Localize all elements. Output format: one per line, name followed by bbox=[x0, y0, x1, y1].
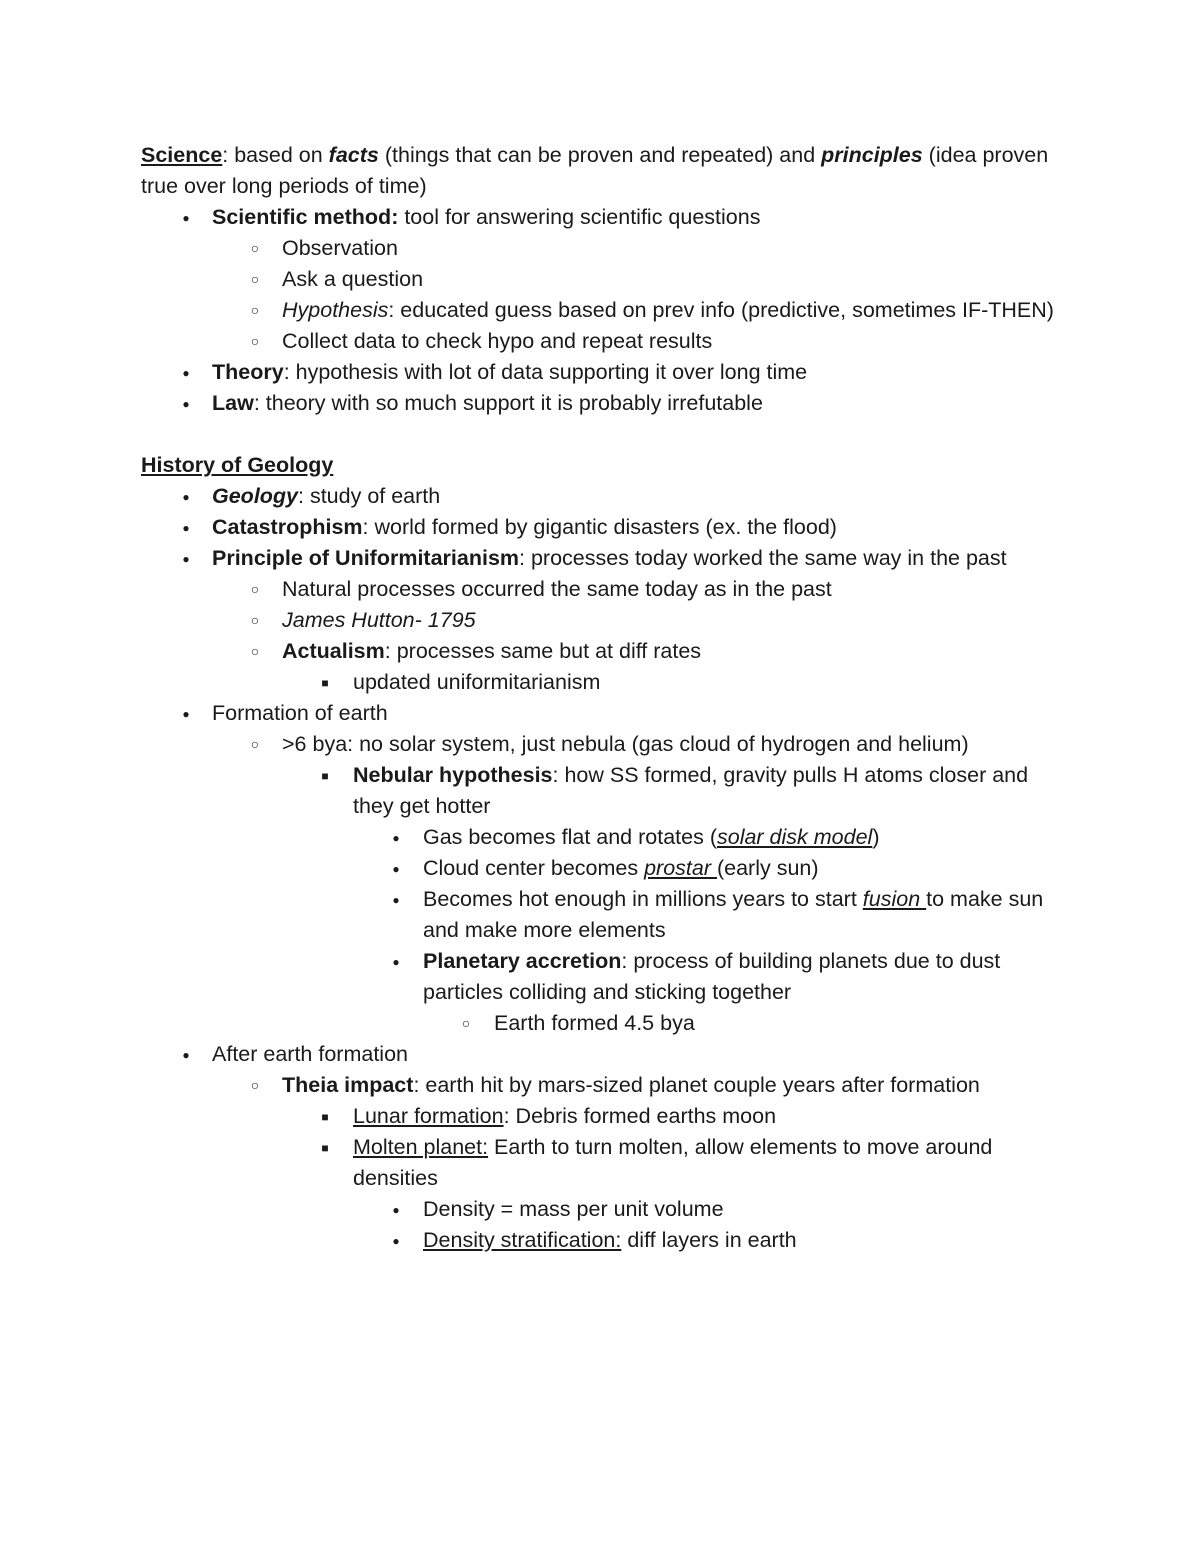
lunar-formation-text: : Debris formed earths moon bbox=[503, 1104, 777, 1128]
geology-term: Geology bbox=[212, 484, 299, 508]
after-earth-formation-text: After earth formation bbox=[212, 1042, 408, 1066]
law-term: Law bbox=[212, 391, 254, 415]
prostar-term: prostar bbox=[644, 856, 717, 880]
nebular-hypothesis-text: : how SS formed, gravity pulls H atoms closer and they get hotter bbox=[353, 763, 1029, 818]
square-bullet-icon bbox=[318, 1101, 332, 1133]
square-bullet-icon bbox=[318, 667, 332, 699]
list-item-theia-impact bbox=[141, 1070, 1071, 1101]
list-item-ask-question bbox=[141, 264, 1071, 295]
science-text-2: (things that can be proven and repeated) and bbox=[378, 143, 822, 167]
bullet-icon bbox=[179, 543, 193, 575]
hollow-bullet-icon bbox=[248, 574, 262, 605]
james-hutton-text: James Hutton- 1795 bbox=[282, 608, 476, 632]
theory-term: Theory bbox=[212, 360, 284, 384]
list-item-nebular-hypothesis bbox=[141, 760, 1071, 822]
natural-processes-text: Natural processes occurred the same today as in the past bbox=[282, 577, 832, 601]
hypothesis-term: Hypothesis bbox=[282, 298, 389, 322]
list-item-collect-data bbox=[141, 326, 1071, 357]
uniformitarianism-text: : processes today worked the same way in the past bbox=[519, 546, 1007, 570]
hot-text-b: to make sun and make more elements bbox=[423, 887, 1044, 942]
bullet-icon bbox=[179, 698, 193, 730]
cloud-text-b: (early sun) bbox=[716, 856, 819, 880]
science-definition bbox=[141, 140, 1071, 202]
molten-planet-text: Earth to turn molten, allow elements to move around densities bbox=[353, 1135, 993, 1190]
list-item-catastrophism bbox=[141, 512, 1071, 543]
bullet-icon bbox=[389, 1225, 403, 1257]
bullet-icon bbox=[179, 357, 193, 389]
bullet-icon bbox=[179, 202, 193, 234]
formation-of-earth-text: Formation of earth bbox=[212, 701, 388, 725]
gas-text-a: Gas becomes flat and rotates ( bbox=[423, 825, 717, 849]
hypothesis-text: : educated guess based on prev info (predictive, sometimes IF-THEN) bbox=[388, 298, 1054, 322]
fusion-term: fusion bbox=[862, 887, 927, 911]
history-list bbox=[141, 481, 1071, 1256]
list-item-theory bbox=[141, 357, 1071, 388]
uniformitarianism-term: Principle of Uniformitarianism bbox=[212, 546, 520, 570]
hollow-bullet-icon bbox=[459, 1008, 473, 1039]
planetary-accretion-text: : process of building planets due to dust particles colliding and sticking together bbox=[423, 949, 1001, 1004]
bullet-icon bbox=[389, 946, 403, 978]
science-term: Science bbox=[141, 143, 223, 167]
list-item-actualism bbox=[141, 636, 1071, 667]
scientific-method-term: Scientific method: bbox=[212, 205, 399, 229]
nebular-hypothesis-term: Nebular hypothesis bbox=[353, 763, 553, 787]
hollow-bullet-icon bbox=[248, 264, 262, 295]
hollow-bullet-icon bbox=[248, 636, 262, 667]
list-item-updated-uniformitarianism bbox=[141, 667, 1071, 698]
history-heading-text: History of Geology bbox=[141, 453, 334, 477]
list-item-law bbox=[141, 388, 1071, 419]
list-item-scientific-method bbox=[141, 202, 1071, 233]
bullet-icon bbox=[179, 512, 193, 544]
bullet-icon bbox=[389, 1194, 403, 1226]
hollow-bullet-icon bbox=[248, 729, 262, 760]
list-item-uniformitarianism bbox=[141, 543, 1071, 574]
bullet-icon bbox=[179, 388, 193, 420]
hollow-bullet-icon bbox=[248, 295, 262, 326]
square-bullet-icon bbox=[318, 760, 332, 792]
list-item-molten-planet bbox=[141, 1132, 1071, 1194]
cloud-text-a: Cloud center becomes bbox=[423, 856, 645, 880]
lunar-formation-term: Lunar formation bbox=[353, 1104, 504, 1128]
scientific-method-text: tool for answering scientific questions bbox=[398, 205, 761, 229]
list-item-james-hutton bbox=[141, 605, 1071, 636]
bullet-icon bbox=[389, 822, 403, 854]
six-bya-text: >6 bya: no solar system, just nebula (gas cloud of hydrogen and helium) bbox=[282, 732, 969, 756]
hot-text-a: Becomes hot enough in millions years to start bbox=[423, 887, 863, 911]
spacer bbox=[141, 419, 1071, 450]
law-text: : theory with so much support it is probably irrefutable bbox=[253, 391, 763, 415]
geology-text: : study of earth bbox=[298, 484, 441, 508]
document-page bbox=[141, 140, 1071, 1256]
theia-impact-term: Theia impact bbox=[282, 1073, 414, 1097]
list-item-natural-processes bbox=[141, 574, 1071, 605]
earth-formed-text: Earth formed 4.5 bya bbox=[494, 1011, 695, 1035]
science-text-3: (idea proven true over long periods of time) bbox=[141, 143, 1049, 198]
list-item-density bbox=[141, 1194, 1071, 1225]
facts-term: facts bbox=[328, 143, 379, 167]
density-stratification-text: diff layers in earth bbox=[621, 1228, 797, 1252]
catastrophism-text: : world formed by gigantic disasters (ex. the flood) bbox=[362, 515, 837, 539]
solar-disk-model-term: solar disk model bbox=[716, 825, 873, 849]
hollow-bullet-icon bbox=[248, 233, 262, 264]
molten-planet-term: Molten planet: bbox=[353, 1135, 489, 1159]
list-item-prostar bbox=[141, 853, 1071, 884]
list-item-lunar-formation bbox=[141, 1101, 1071, 1132]
list-item-6-bya bbox=[141, 729, 1071, 760]
bullet-icon bbox=[179, 1039, 193, 1071]
bullet-icon bbox=[389, 853, 403, 885]
science-text-1: : based on bbox=[222, 143, 329, 167]
bullet-icon bbox=[179, 481, 193, 513]
list-item-hypothesis bbox=[141, 295, 1071, 326]
principles-term: principles bbox=[821, 143, 923, 167]
actualism-term: Actualism bbox=[282, 639, 385, 663]
updated-uniformitarianism-text: updated uniformitarianism bbox=[353, 670, 601, 694]
list-item-geology bbox=[141, 481, 1071, 512]
hollow-bullet-icon bbox=[248, 1070, 262, 1101]
list-item-after-earth-formation bbox=[141, 1039, 1071, 1070]
planetary-accretion-term: Planetary accretion bbox=[423, 949, 622, 973]
list-item-planetary-accretion bbox=[141, 946, 1071, 1008]
history-heading bbox=[141, 450, 1071, 481]
actualism-text: : processes same but at diff rates bbox=[384, 639, 702, 663]
hollow-bullet-icon bbox=[248, 605, 262, 636]
list-item-density-stratification bbox=[141, 1225, 1071, 1256]
hollow-bullet-icon bbox=[248, 326, 262, 357]
science-list bbox=[141, 202, 1071, 419]
square-bullet-icon bbox=[318, 1132, 332, 1164]
list-item-earth-formed bbox=[141, 1008, 1071, 1039]
collect-data-text: Collect data to check hypo and repeat results bbox=[282, 329, 713, 353]
ask-question-text: Ask a question bbox=[282, 267, 424, 291]
observation-text: Observation bbox=[282, 236, 398, 260]
theia-impact-text: : earth hit by mars-sized planet couple years after formation bbox=[413, 1073, 980, 1097]
gas-text-b: ) bbox=[872, 825, 880, 849]
density-text: Density = mass per unit volume bbox=[423, 1197, 724, 1221]
theory-text: : hypothesis with lot of data supporting it over long time bbox=[283, 360, 808, 384]
list-item-formation-of-earth bbox=[141, 698, 1071, 729]
list-item-observation bbox=[141, 233, 1071, 264]
list-item-fusion bbox=[141, 884, 1071, 946]
list-item-solar-disk bbox=[141, 822, 1071, 853]
bullet-icon bbox=[389, 884, 403, 916]
density-stratification-term: Density stratification: bbox=[423, 1228, 622, 1252]
catastrophism-term: Catastrophism bbox=[212, 515, 363, 539]
